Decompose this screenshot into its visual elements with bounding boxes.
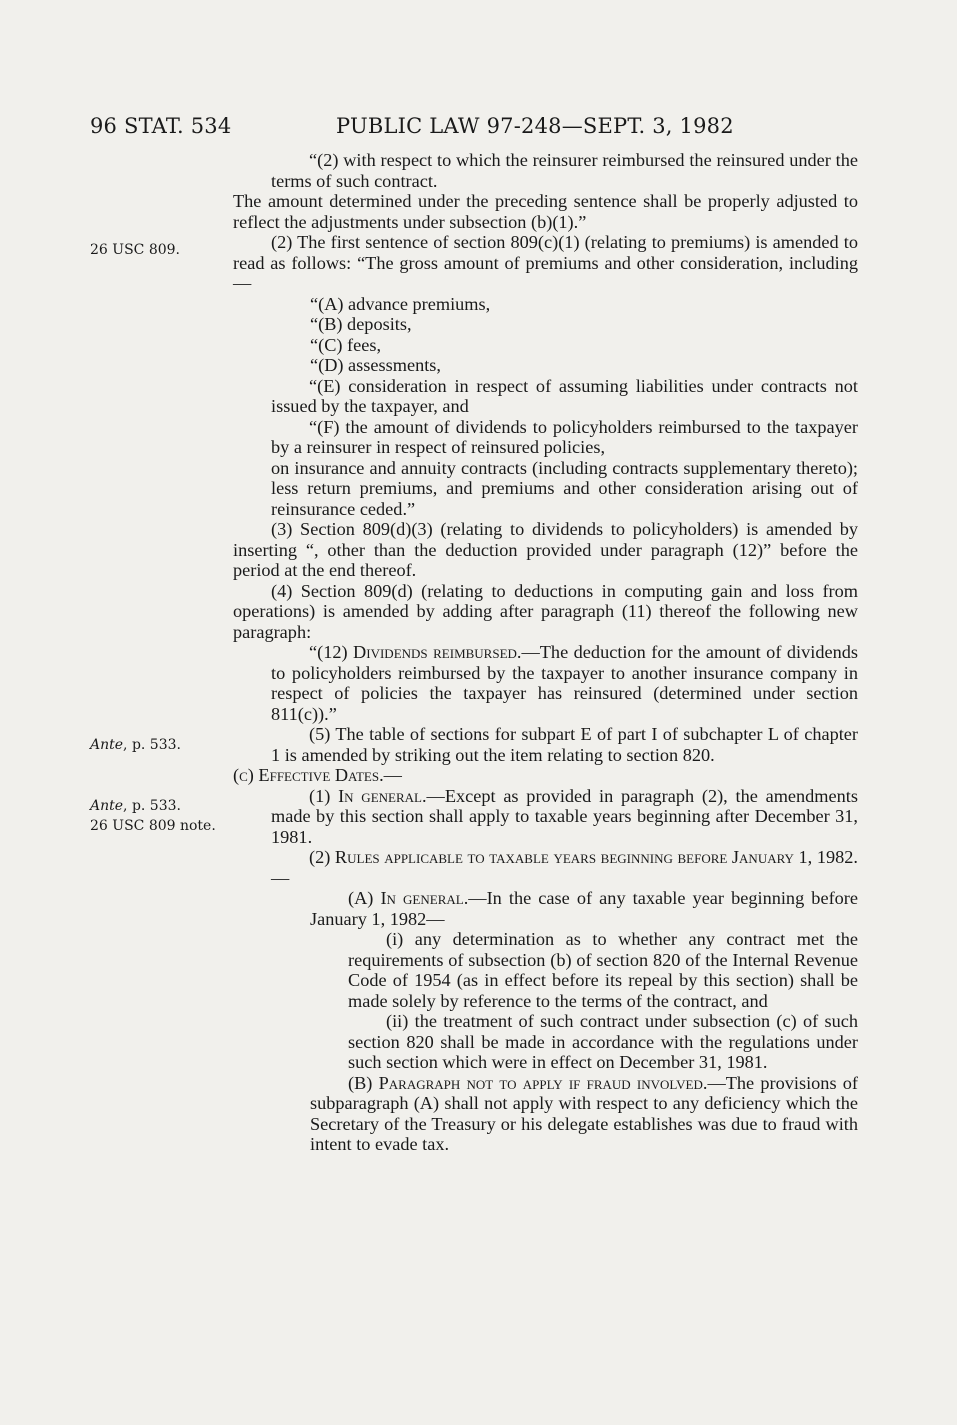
heading-run: (c) Effective Dates. bbox=[233, 765, 384, 785]
list-item: “(C) fees, bbox=[310, 334, 382, 355]
paragraph bbox=[233, 888, 858, 929]
list-item: “(F) the amount of dividends to policyholders reimbursed to the taxpayer by a reinsurer in respect of reinsured policies, bbox=[271, 416, 858, 457]
paragraph: (2) The first sentence of section 809(c)(1) (relating to premiums) is amended to read as follows: “The gross amount of premiums and other consideration, including— bbox=[233, 232, 858, 293]
paragraph bbox=[233, 847, 858, 888]
list-item: “(E) consideration in respect of assuming liabilities under contracts not issued by the taxpayer, and bbox=[271, 375, 858, 416]
paragraph bbox=[233, 642, 858, 724]
paragraph: (5) The table of sections for subpart E of part I of subchapter L of chapter 1 is amended by striking out the item relating to section 820. bbox=[271, 724, 858, 765]
margin-note-ante-rest: , p. 533. bbox=[123, 737, 181, 753]
paragraph bbox=[233, 1073, 858, 1155]
margin-note-ante bbox=[90, 737, 181, 753]
paragraph: (3) Section 809(d)(3) (relating to dividends to policyholders) is amended by inserting “, other than the deduction provided under paragraph (12)” before the period at the end thereof. bbox=[233, 519, 858, 580]
paragraph: (4) Section 809(d) (relating to deductions in computing gain and loss from operations) is amended by adding after paragraph (11) thereof the following new paragraph: bbox=[233, 580, 858, 642]
margin-note-usc-note: 26 USC 809 note. bbox=[90, 818, 216, 834]
text-run: —In the case of any taxable year beginning before January 1, 1982— bbox=[310, 888, 858, 929]
paragraph: (ii) the treatment of such contract under subsection (c) of such section 820 shall be made in accordance with the regulations under such section which were in effect on December 31, 1981. bbox=[348, 1011, 858, 1072]
text-run: — bbox=[383, 765, 402, 785]
list-item: “(B) deposits, bbox=[310, 314, 412, 334]
text-run: — bbox=[271, 867, 290, 888]
heading-run: (A) In general. bbox=[348, 888, 469, 908]
paragraph: The amount determined under the preceding sentence shall be properly adjusted to reflect the adjustments under subsection (b)(1).” bbox=[233, 191, 858, 232]
paragraph: (i) any determination as to whether any contract met the requirements of subsection (b) of section 820 of the Internal Revenue Code of 1954 (as in effect before its repeal by this section) shall be made solely by reference to the terms of the contract, and bbox=[348, 929, 858, 1011]
heading-run: “(12) Dividends reimbursed. bbox=[309, 642, 522, 662]
paragraph: on insurance and annuity contracts (including contracts supplementary thereto); less return premiums, and premiums and other consideration arising out of reinsurance ceded.” bbox=[271, 457, 858, 519]
stat-page-reference: 96 STAT. 534 bbox=[90, 114, 232, 138]
list-item: “(D) assessments, bbox=[310, 355, 441, 375]
margin-note-ante-italic: Ante bbox=[90, 737, 124, 753]
text-run: —The deduction for the amount of dividends to policyholders reimbursed by the taxpayer to another insurance company in respect of policies the taxpayer has reinsured (determined under section 811(c)).” bbox=[271, 642, 858, 724]
text-run: —Except as provided in paragraph (2), the amendments made by this section shall apply to taxable years beginning after December 31, 1981. bbox=[271, 785, 858, 847]
running-header: PUBLIC LAW 97-248—SEPT. 3, 1982 bbox=[336, 114, 734, 138]
heading-run: (1) In general. bbox=[309, 785, 427, 806]
text-run: —The provisions of subparagraph (A) shall not apply with respect to any deficiency which the Secretary of the Treasury or his delegate establishes was due to fraud with intent to evade tax. bbox=[310, 1072, 859, 1154]
margin-note-ante bbox=[90, 798, 181, 814]
margin-note-ante-italic: Ante bbox=[90, 798, 124, 814]
section-heading bbox=[233, 765, 858, 786]
margin-note-usc: 26 USC 809. bbox=[90, 242, 180, 258]
statute-body bbox=[233, 150, 858, 1155]
margin-note-ante-rest: , p. 533. bbox=[123, 798, 181, 814]
heading-run: (2) Rules applicable to taxable years beginning before January 1, 1982. bbox=[309, 847, 858, 867]
paragraph: “(2) with respect to which the reinsurer reimbursed the reinsured under the terms of such contract. bbox=[271, 150, 858, 191]
heading-run: (B) Paragraph not to apply if fraud involved. bbox=[348, 1072, 708, 1093]
list-item: “(A) advance premiums, bbox=[310, 293, 491, 314]
paragraph bbox=[233, 786, 858, 848]
